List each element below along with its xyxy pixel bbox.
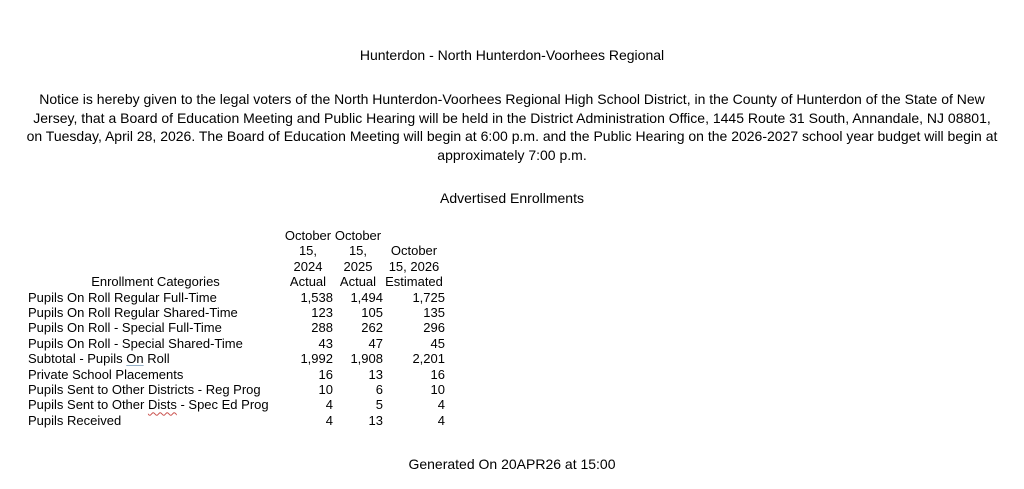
enrollment-value-cell: 135: [423, 305, 445, 321]
enrollment-value-cell: 16: [318, 366, 333, 382]
spellcheck-marked-word: Dists: [147, 397, 177, 413]
generated-timestamp: Generated On 20APR26 at 15:00: [408, 456, 616, 473]
enrollment-value-cell: 43: [318, 335, 333, 351]
enrollment-value-cell: 2,201: [412, 351, 445, 367]
enrollment-value-cell: 1,494: [350, 289, 383, 305]
table-header-row: [28, 228, 445, 290]
enrollments-table-body: [28, 290, 445, 429]
table-row: [28, 351, 445, 366]
table-row: [28, 397, 445, 412]
row-label-text: Pupils Sent to Other Districts - Reg Prog: [28, 382, 261, 398]
enrollment-value-cell: 45: [430, 335, 445, 351]
enrollment-value-cell: 16: [430, 366, 445, 382]
section-title-advertised-enrollments: Advertised Enrollments: [440, 190, 584, 206]
enrollment-value-cell: 1,908: [350, 351, 383, 367]
row-label-text: Pupils Sent to Other: [28, 397, 148, 413]
row-label: [28, 413, 283, 428]
row-label-text: Pupils On Roll - Special Full-Time: [28, 320, 222, 336]
enrollment-value-cell: 288: [311, 320, 333, 336]
enrollment-value-cell: 10: [318, 382, 333, 398]
row-label: [28, 305, 283, 320]
enrollment-value-cell: 6: [375, 382, 383, 398]
enrollment-value-cell: 1,725: [412, 289, 445, 305]
table-row: [28, 382, 445, 397]
enrollment-value-cell: 105: [361, 305, 383, 321]
enrollment-value-cell: 4: [325, 412, 333, 428]
table-row: [28, 305, 445, 320]
enrollment-value-cell: 5: [375, 397, 383, 413]
table-row: [28, 367, 445, 382]
column-header-enrollment-categories: Enrollment Categories: [91, 274, 220, 290]
enrollment-value-cell: 10: [430, 382, 445, 398]
enrollment-value-cell: 296: [423, 320, 445, 336]
table-row: [28, 336, 445, 351]
enrollment-value-cell: 4: [437, 412, 445, 428]
enrollment-value-cell: 13: [368, 366, 383, 382]
notice-paragraph: Notice is hereby given to the legal voters of the North Hunterdon-Voorhees Regional High School District, in the County of Hunterdon of the State of New Jersey, that a Board of Education Meeting and Public Hearing will be held in the District Administration Office, 1445 Route 31 South, Annandale, NJ 08801, on Tuesday, April 28, 2026. The Board of Education Meeting will begin at 6:00 p.m. and the Public Hearing on the 2026-2027 school year budget will begin at approximately 7:00 p.m.: [26, 91, 998, 163]
enrollment-value-cell: 4: [437, 397, 445, 413]
row-label: [28, 351, 283, 366]
row-label-text: Pupils On Roll Regular Full-Time: [28, 289, 217, 305]
row-label: [28, 290, 283, 305]
row-label-text: Subtotal - Pupils: [28, 351, 127, 367]
table-row: [28, 290, 445, 305]
row-label: [28, 336, 283, 351]
enrollment-value-cell: 1,538: [300, 289, 333, 305]
column-header-october-15-2024-actual: October 15, 2024 Actual: [284, 228, 332, 290]
district-title: Hunterdon - North Hunterdon-Voorhees Regional: [359, 47, 665, 63]
grammar-marked-word: On: [126, 351, 144, 367]
row-label-text: Pupils Received: [28, 412, 122, 428]
enrollment-value-cell: 13: [368, 412, 383, 428]
table-row: [28, 320, 445, 335]
row-label-text: - Spec Ed Prog: [176, 397, 269, 413]
enrollment-value-cell: 123: [311, 305, 333, 321]
row-label: [28, 382, 283, 397]
row-label: [28, 320, 283, 335]
enrollment-value-cell: 262: [361, 320, 383, 336]
column-header-october-15-2025-actual: October 15, 2025 Actual: [334, 228, 382, 290]
table-row: [28, 413, 445, 428]
row-label-text: Pupils On Roll Regular Shared-Time: [28, 305, 238, 321]
column-header-october-15-2026-estimated: October 15, 2026 Estimated: [385, 243, 443, 290]
row-label-text: Private School Placements: [28, 366, 184, 382]
row-label-text: Pupils On Roll - Special Shared-Time: [28, 335, 243, 351]
enrollment-value-cell: 1,992: [300, 351, 333, 367]
enrollment-value-cell: 4: [325, 397, 333, 413]
enrollments-table: [28, 228, 445, 428]
row-label-text: Roll: [143, 351, 170, 367]
row-label: [28, 367, 283, 382]
enrollment-value-cell: 47: [368, 335, 383, 351]
row-label: [28, 397, 283, 412]
